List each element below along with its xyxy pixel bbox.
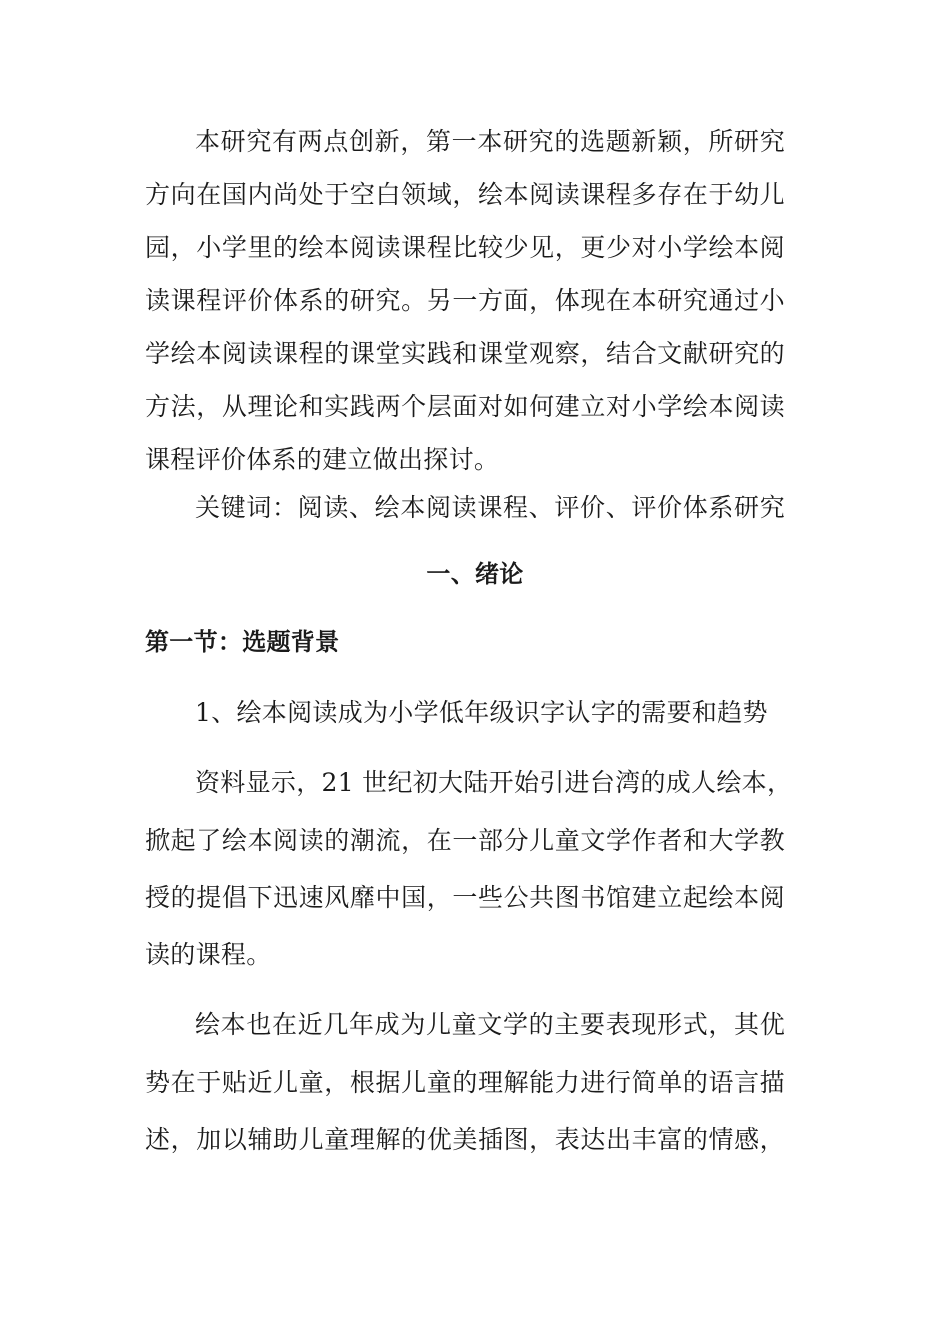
innovation-line-7: 课程评价体系的建立做出探讨。: [145, 445, 500, 474]
subheading: 1、绘本阅读成为小学低年级识字认字的需要和趋势: [195, 698, 768, 727]
innovation-line-5: 学绘本阅读课程的课堂实践和课堂观察，结合文献研究的: [145, 339, 785, 368]
innovation-line-3: 园，小学里的绘本阅读课程比较少见，更少对小学绘本阅: [145, 233, 785, 262]
keywords-line: 关键词：阅读、绘本阅读课程、评价、评价体系研究: [195, 493, 785, 522]
paragraph-2-line-3: 授的提倡下迅速风靡中国，一些公共图书馆建立起绘本阅: [145, 883, 785, 912]
paragraph-3-line-3: 述，加以辅助儿童理解的优美插图，表达出丰富的情感，: [145, 1125, 785, 1154]
innovation-line-2: 方向在国内尚处于空白领域，绘本阅读课程多存在于幼儿: [145, 180, 785, 209]
innovation-line-1: 本研究有两点创新，第一本研究的选题新颖，所研究: [195, 127, 785, 156]
paragraph-3-line-2: 势在于贴近儿童，根据儿童的理解能力进行简单的语言描: [145, 1068, 785, 1097]
chapter-title: 一、绪论: [426, 560, 524, 588]
innovation-line-4: 读课程评价体系的研究。另一方面，体现在本研究通过小: [145, 286, 785, 315]
section-title: 第一节：选题背景: [145, 628, 340, 656]
innovation-line-6: 方法，从理论和实践两个层面对如何建立对小学绘本阅读: [145, 392, 785, 421]
paragraph-3-line-1: 绘本也在近几年成为儿童文学的主要表现形式，其优: [195, 1010, 785, 1039]
paragraph-2-line-2: 掀起了绘本阅读的潮流，在一部分儿童文学作者和大学教: [145, 826, 785, 855]
paragraph-2-line-4: 读的课程。: [145, 940, 272, 969]
paragraph-2-line-1: 资料显示，21 世纪初大陆开始引进台湾的成人绘本，: [195, 768, 793, 797]
